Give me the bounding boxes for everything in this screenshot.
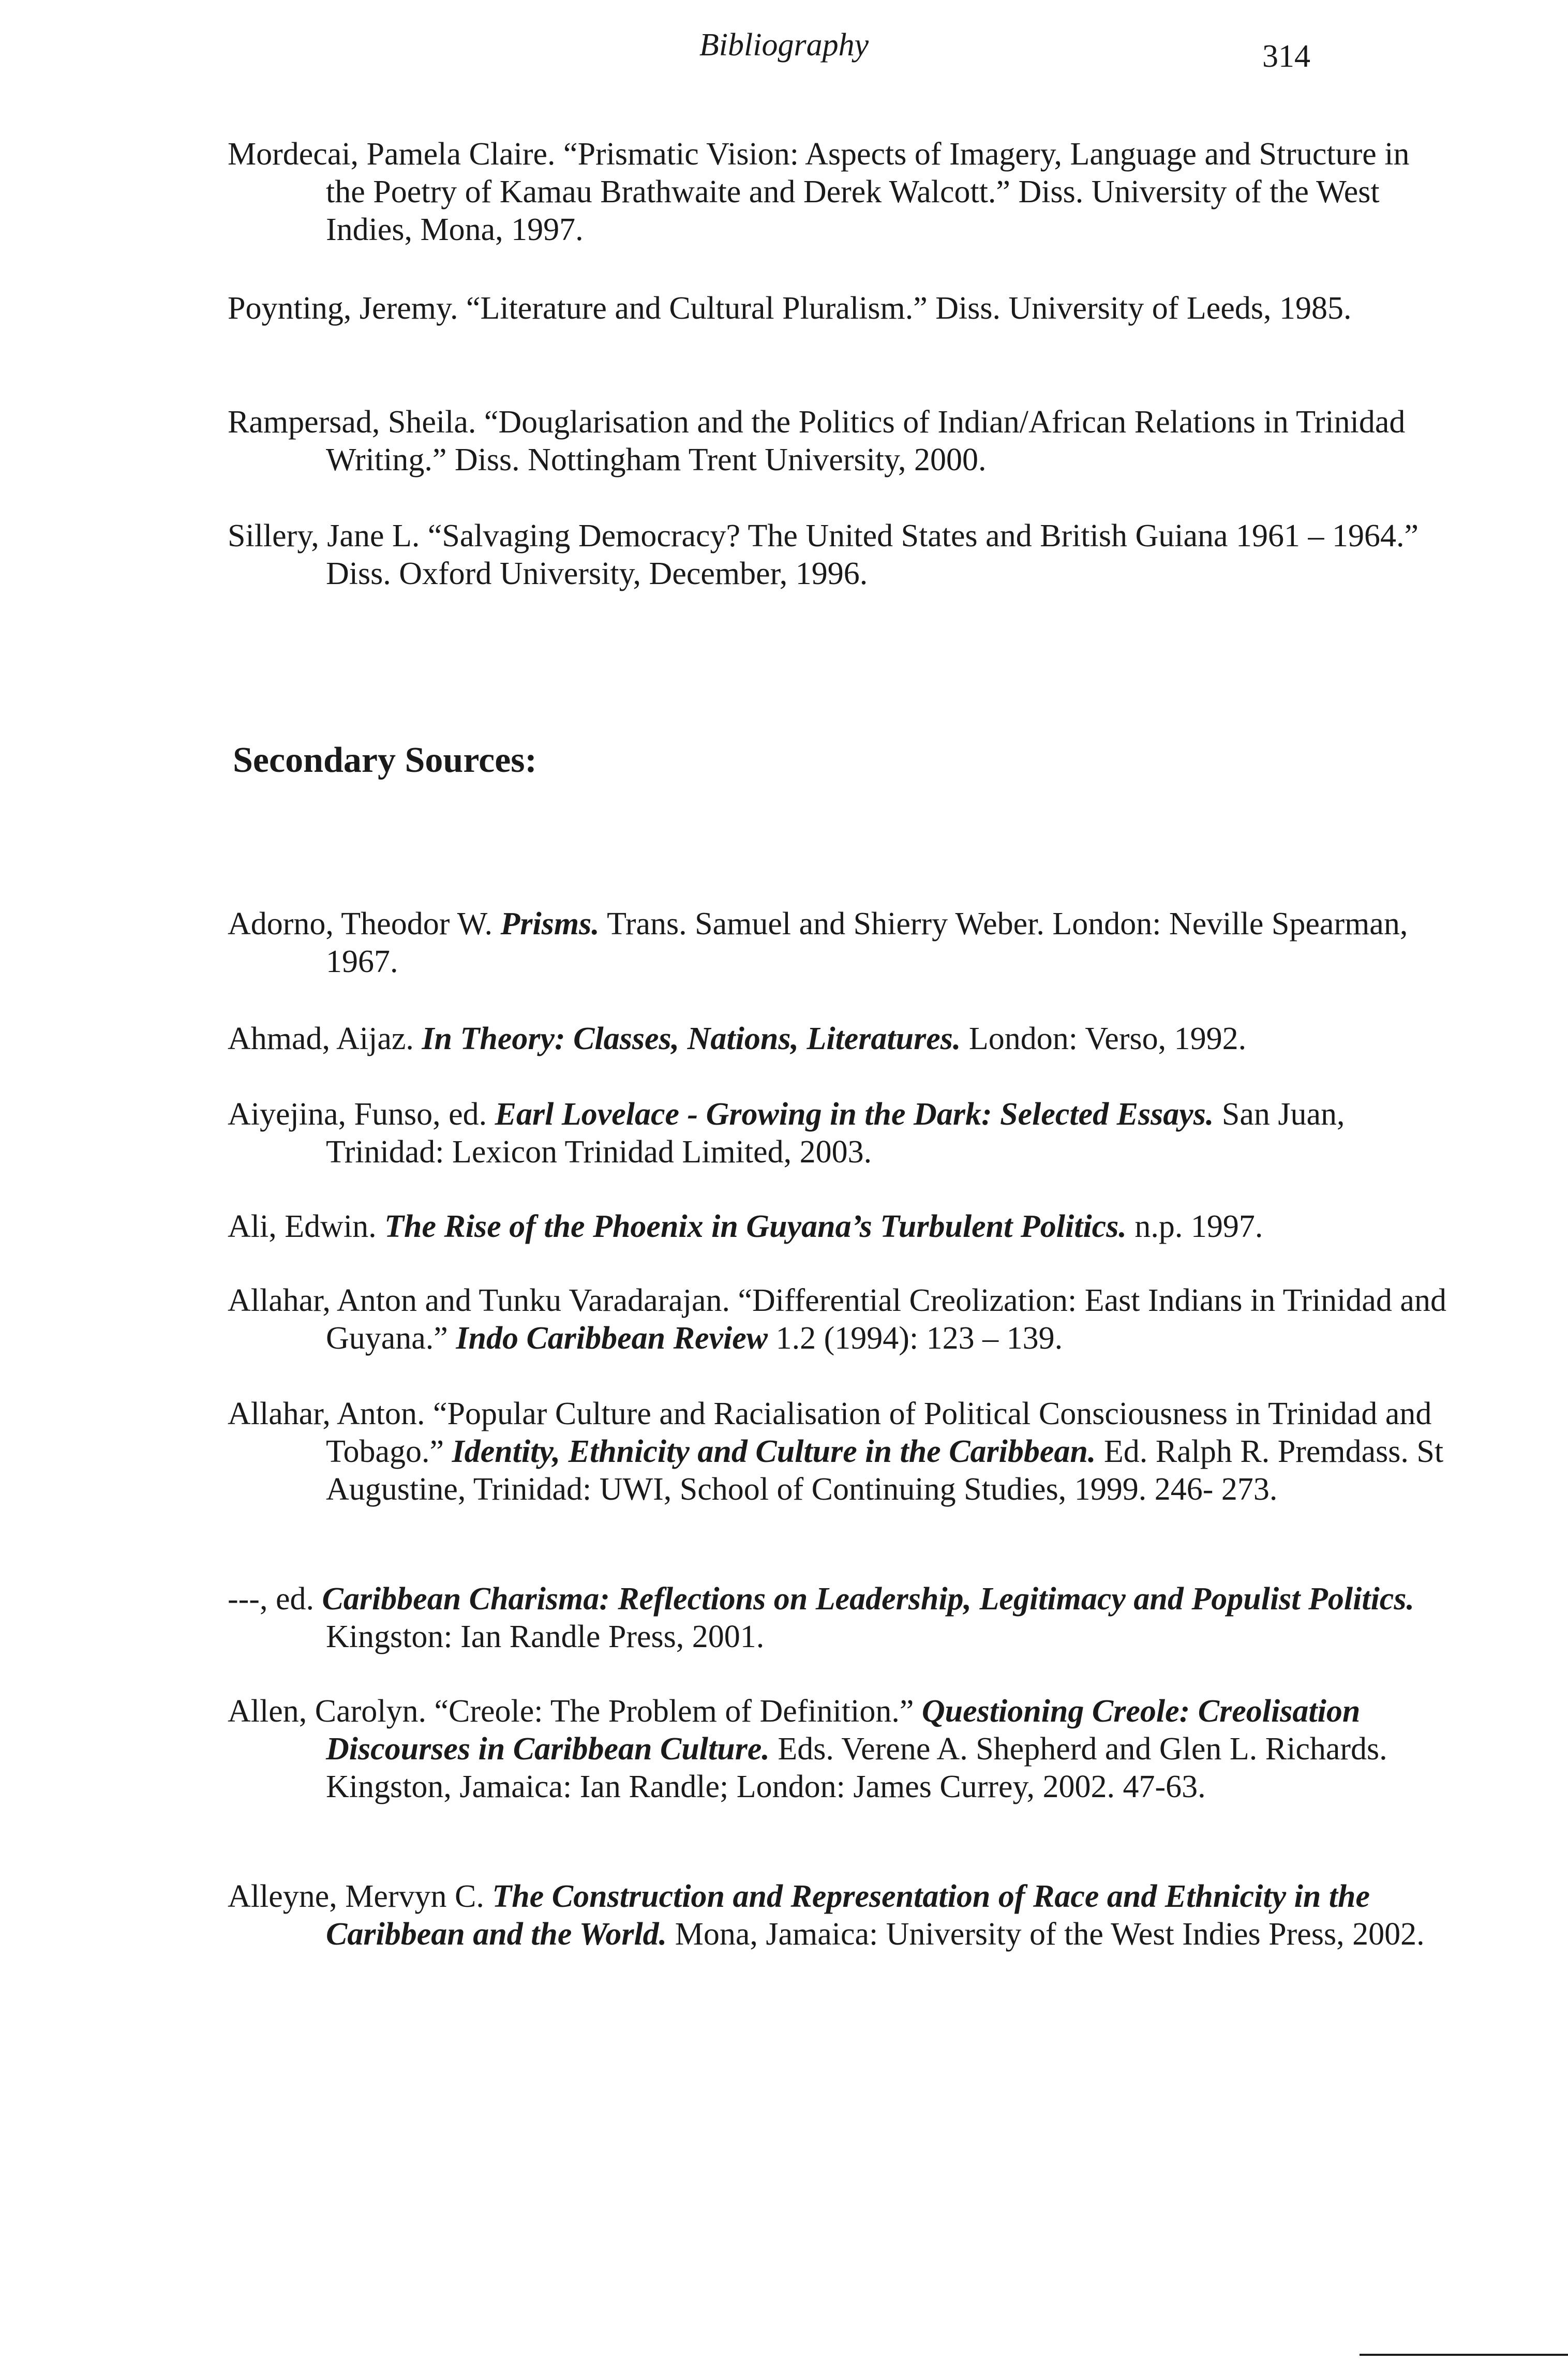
running-head: Bibliography xyxy=(699,27,869,63)
bibliography-entry xyxy=(228,1878,1448,1953)
entry-text: Ed. Ralph R. Premdass. St Augustine, Trinidad: UWI, School of Continuing Studies, 1999. 246- 273. xyxy=(326,1434,1444,1507)
entry-text: Rampersad, Sheila. xyxy=(228,405,476,440)
entry-text: Ali, Edwin. xyxy=(228,1209,385,1244)
entry-text: Mordecai, Pamela Claire. xyxy=(228,137,556,172)
entry-text: “Prismatic Vision: Aspects of Imagery, Language and Structure in the Poetry of Kamau Brathwaite and Derek Walcott.” Diss. University of the West Indies, Mona, 1997. xyxy=(326,137,1410,247)
entry-text: London: Verso, 1992. xyxy=(961,1021,1247,1056)
entry-title: In Theory: Classes, Nations, Literatures. xyxy=(422,1021,961,1056)
footer-rule xyxy=(1360,2354,1568,2356)
bibliography-entry xyxy=(228,517,1448,593)
entry-text: “Douglarisation and the Politics of Indian/African Relations in Trinidad Writing.” Diss. Nottingham Trent University, 2000. xyxy=(326,405,1406,477)
bibliography-entry xyxy=(228,1020,1448,1058)
entry-title: The Rise of the Phoenix in Guyana’s Turbulent Politics. xyxy=(384,1209,1127,1244)
entry-title: Earl Lovelace - Growing in the Dark: Selected Essays. xyxy=(495,1097,1214,1132)
bibliography-entry xyxy=(228,1096,1448,1171)
entry-text: Poynting, Jeremy. xyxy=(228,291,458,326)
entry-title: Prisms. xyxy=(500,906,600,942)
bibliography-entry xyxy=(228,1208,1448,1246)
bibliography-entry xyxy=(228,404,1448,479)
page-number: 314 xyxy=(1262,39,1310,74)
entry-text: n.p. 1997. xyxy=(1126,1209,1263,1244)
entry-text: Trans. Samuel and Shierry Weber. London: Neville Spearman, 1967. xyxy=(326,906,1408,979)
entry-text: Eds. Verene A. Shepherd and Glen L. Richards. Kingston, Jamaica: Ian Randle; London: James Currey, 2002. 47-63. xyxy=(326,1731,1387,1804)
entry-text: “Salvaging Democracy? The United States and British Guiana 1961 – 1964.” Diss. Oxford University, December, 1996. xyxy=(326,518,1419,591)
bibliography-entry xyxy=(228,1693,1448,1806)
entry-title: Identity, Ethnicity and Culture in the Caribbean. xyxy=(452,1434,1096,1469)
bibliography-entry xyxy=(228,1282,1448,1357)
entry-text: Allahar, Anton. “Popular Culture and Racialisation of Political Consciousness in Trinidad and Tobago.” xyxy=(228,1396,1432,1469)
entry-text: “Literature and Cultural Pluralism.” Diss. University of Leeds, 1985. xyxy=(458,291,1352,326)
entry-text: ---, ed. xyxy=(228,1581,322,1617)
entry-title: Questioning Creole: Creolisation Discourses in Caribbean Culture. xyxy=(326,1694,1361,1767)
entry-text: Mona, Jamaica: University of the West Indies Press, 2002. xyxy=(667,1917,1425,1952)
bibliography-entry xyxy=(228,290,1448,327)
entry-text: Kingston: Ian Randle Press, 2001. xyxy=(326,1619,765,1654)
entry-text: Sillery, Jane L. xyxy=(228,518,420,554)
section-heading: Secondary Sources: xyxy=(233,740,537,780)
bibliography-entry xyxy=(228,136,1448,249)
entry-text: Allahar, Anton and Tunku Varadarajan. “Differential Creolization: East Indians in Trinidad and Guyana.” xyxy=(228,1283,1446,1356)
bibliography-entry xyxy=(228,1395,1448,1508)
entry-text: San Juan, Trinidad: Lexicon Trinidad Limited, 2003. xyxy=(326,1097,1345,1170)
entry-text: Allen, Carolyn. “Creole: The Problem of Definition.” xyxy=(228,1694,922,1729)
entry-title: The Construction and Representation of Race and Ethnicity in the Caribbean and the World. xyxy=(326,1879,1370,1952)
entry-title: Caribbean Charisma: Reflections on Leadership, Legitimacy and Populist Politics. xyxy=(322,1581,1414,1617)
bibliography-entry xyxy=(228,905,1448,981)
entry-text: Alleyne, Mervyn C. xyxy=(228,1879,492,1914)
entry-text: Ahmad, Aijaz. xyxy=(228,1021,422,1056)
entry-title: Indo Caribbean Review xyxy=(456,1321,768,1356)
entry-text: 1.2 (1994): 123 – 139. xyxy=(768,1321,1063,1356)
entry-text: Aiyejina, Funso, ed. xyxy=(228,1097,495,1132)
entry-text: Adorno, Theodor W. xyxy=(228,906,501,942)
bibliography-entry xyxy=(228,1580,1448,1656)
